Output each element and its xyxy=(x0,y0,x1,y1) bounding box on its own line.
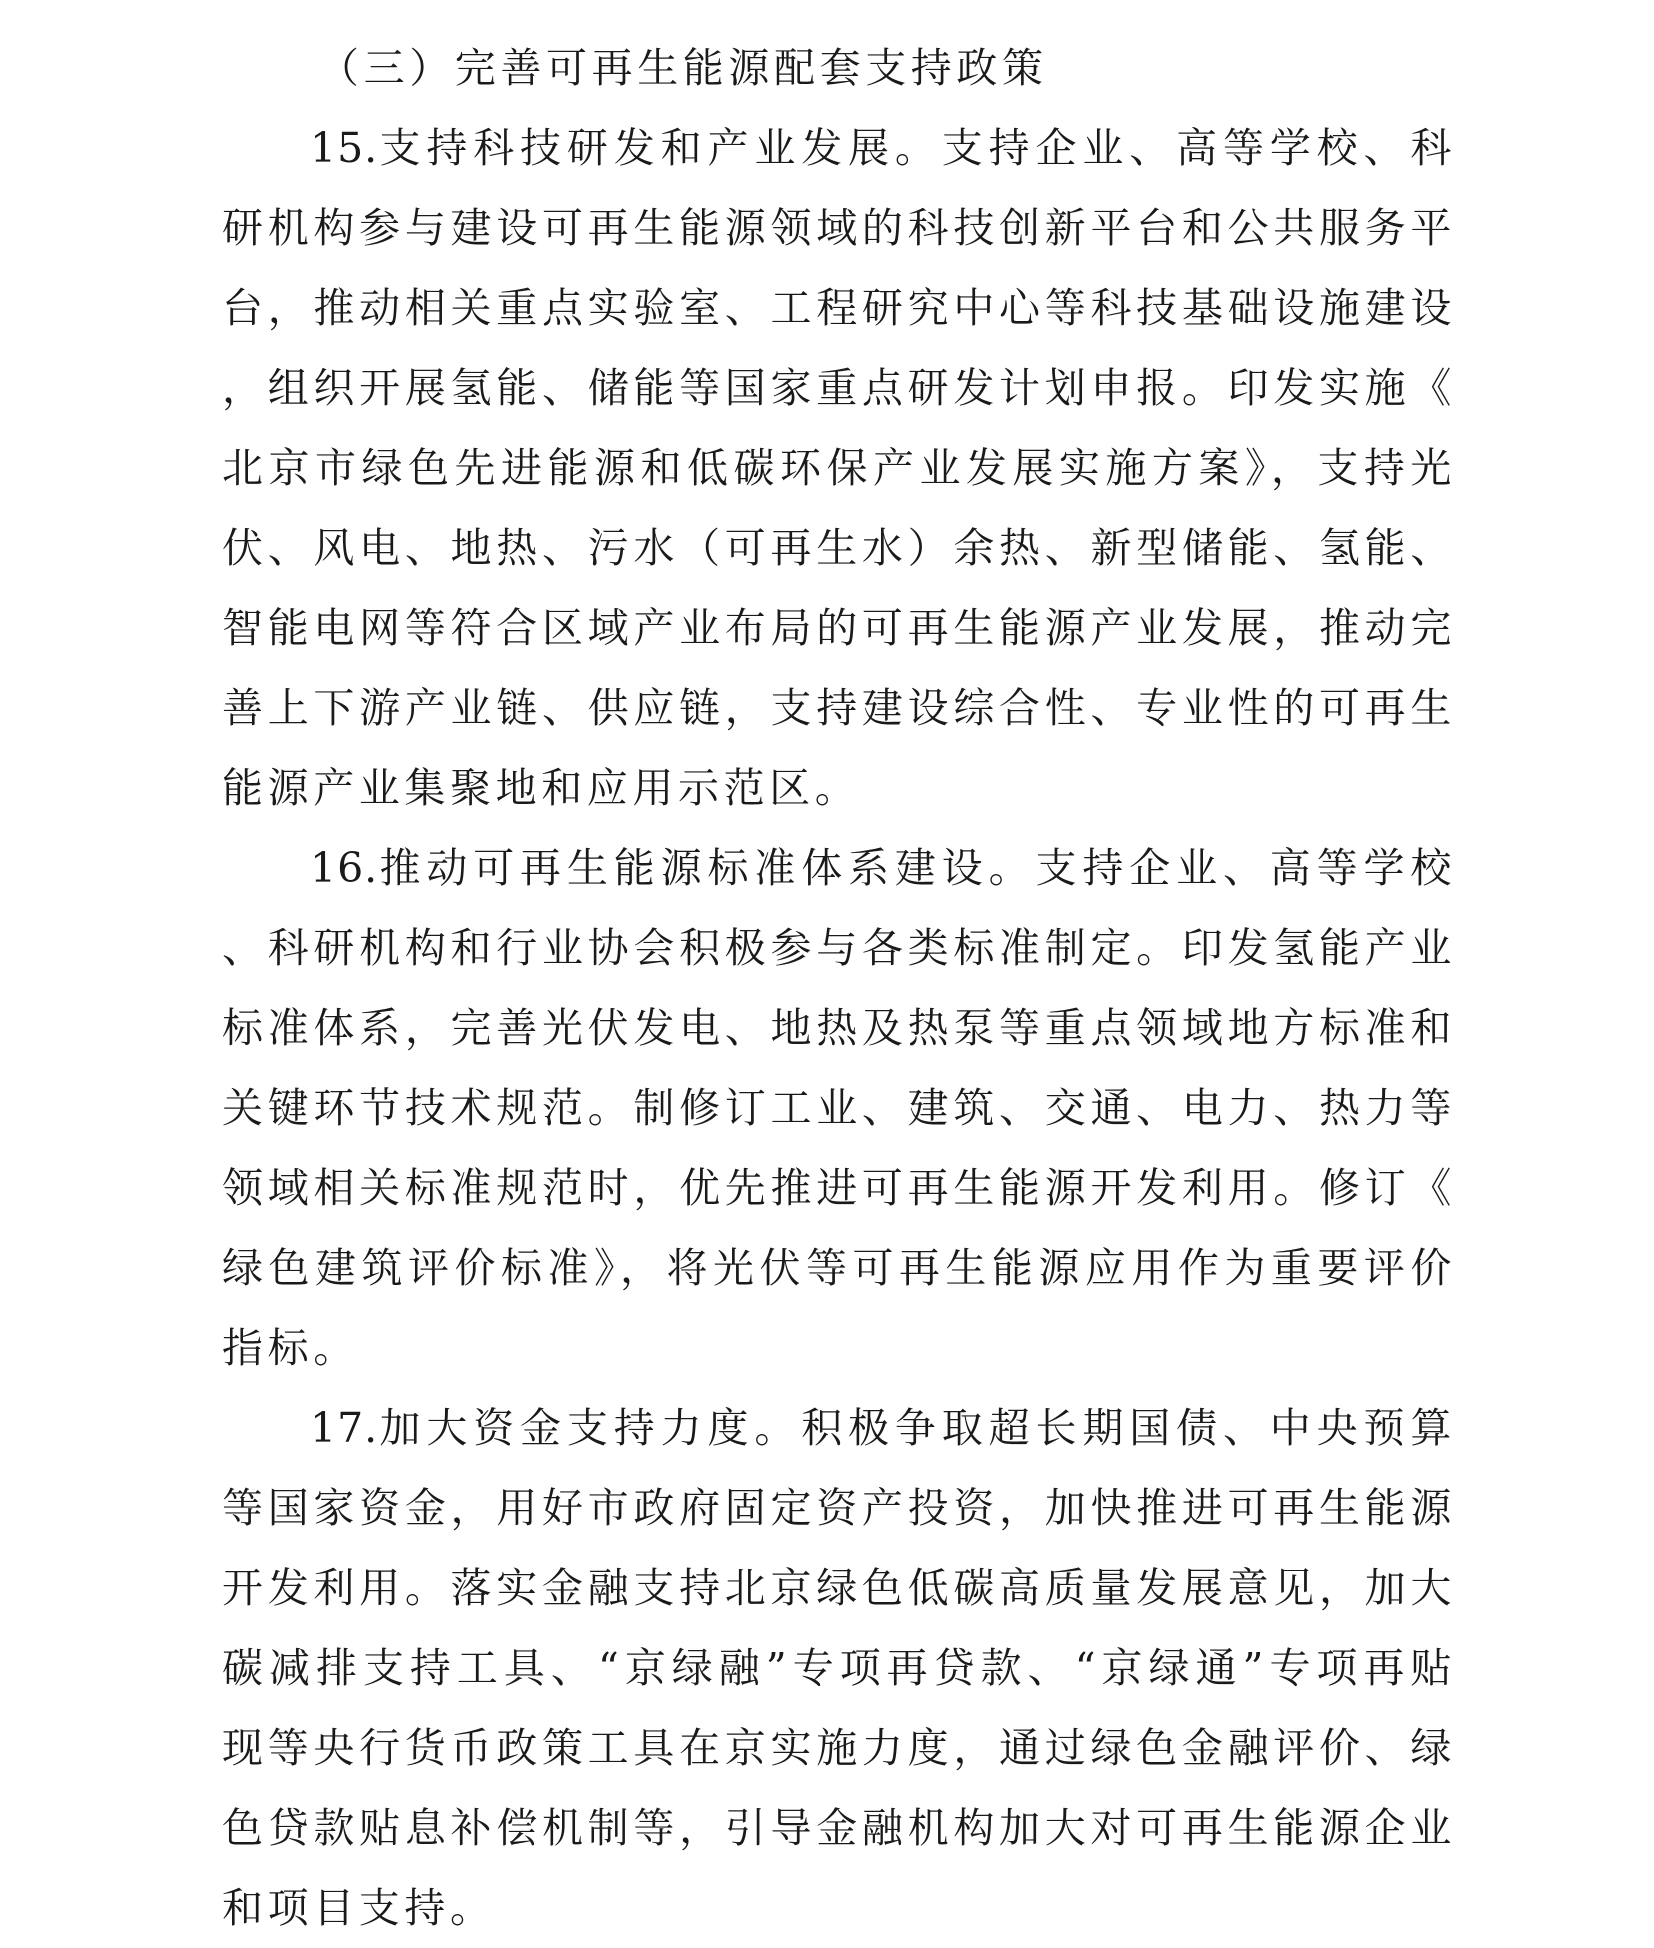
paragraph-17 xyxy=(222,1388,1456,1948)
paragraph-number: 17. xyxy=(310,1404,379,1452)
paragraph-16 xyxy=(222,828,1456,1388)
paragraph-number: 16. xyxy=(310,844,379,892)
document-body xyxy=(222,28,1456,1948)
paragraph-number: 15. xyxy=(310,124,379,172)
paragraph-text: 推动可再生能源标准体系建设。支持企业、高等学校、科研机构和行业协会积极参与各类标准制定。印发氢能产业标准体系，完善光伏发电、地热及热泵等重点领域地方标准和关键环节技术规范。制修订工业、建筑、交通、电力、热力等领域相关标准规范时，优先推进可再生能源开发利用。修订《绿色建筑评价标准》，将光伏等可再生能源应用作为重要评价指标。 xyxy=(222,844,1456,1372)
paragraph-15 xyxy=(222,108,1456,828)
paragraph-text: 加大资金支持力度。积极争取超长期国债、中央预算等国家资金，用好市政府固定资产投资，加快推进可再生能源开发利用。落实金融支持北京绿色低碳高质量发展意见，加大碳减排支持工具、“京绿融”专项再贷款、“京绿通”专项再贴现等央行货币政策工具在京实施力度，通过绿色金融评价、绿色贷款贴息补偿机制等，引导金融机构加大对可再生能源企业和项目支持。 xyxy=(222,1404,1456,1932)
section-heading: （三）完善可再生能源配套支持政策 xyxy=(318,44,1048,92)
paragraph-text: 支持科技研发和产业发展。支持企业、高等学校、科研机构参与建设可再生能源领域的科技创新平台和公共服务平台，推动相关重点实验室、工程研究中心等科技基础设施建设，组织开展氢能、储能等国家重点研发计划申报。印发实施《北京市绿色先进能源和低碳环保产业发展实施方案》，支持光伏、风电、地热、污水（可再生水）余热、新型储能、氢能、智能电网等符合区域产业布局的可再生能源产业发展，推动完善上下游产业链、供应链，支持建设综合性、专业性的可再生能源产业集聚地和应用示范区。 xyxy=(222,124,1456,812)
